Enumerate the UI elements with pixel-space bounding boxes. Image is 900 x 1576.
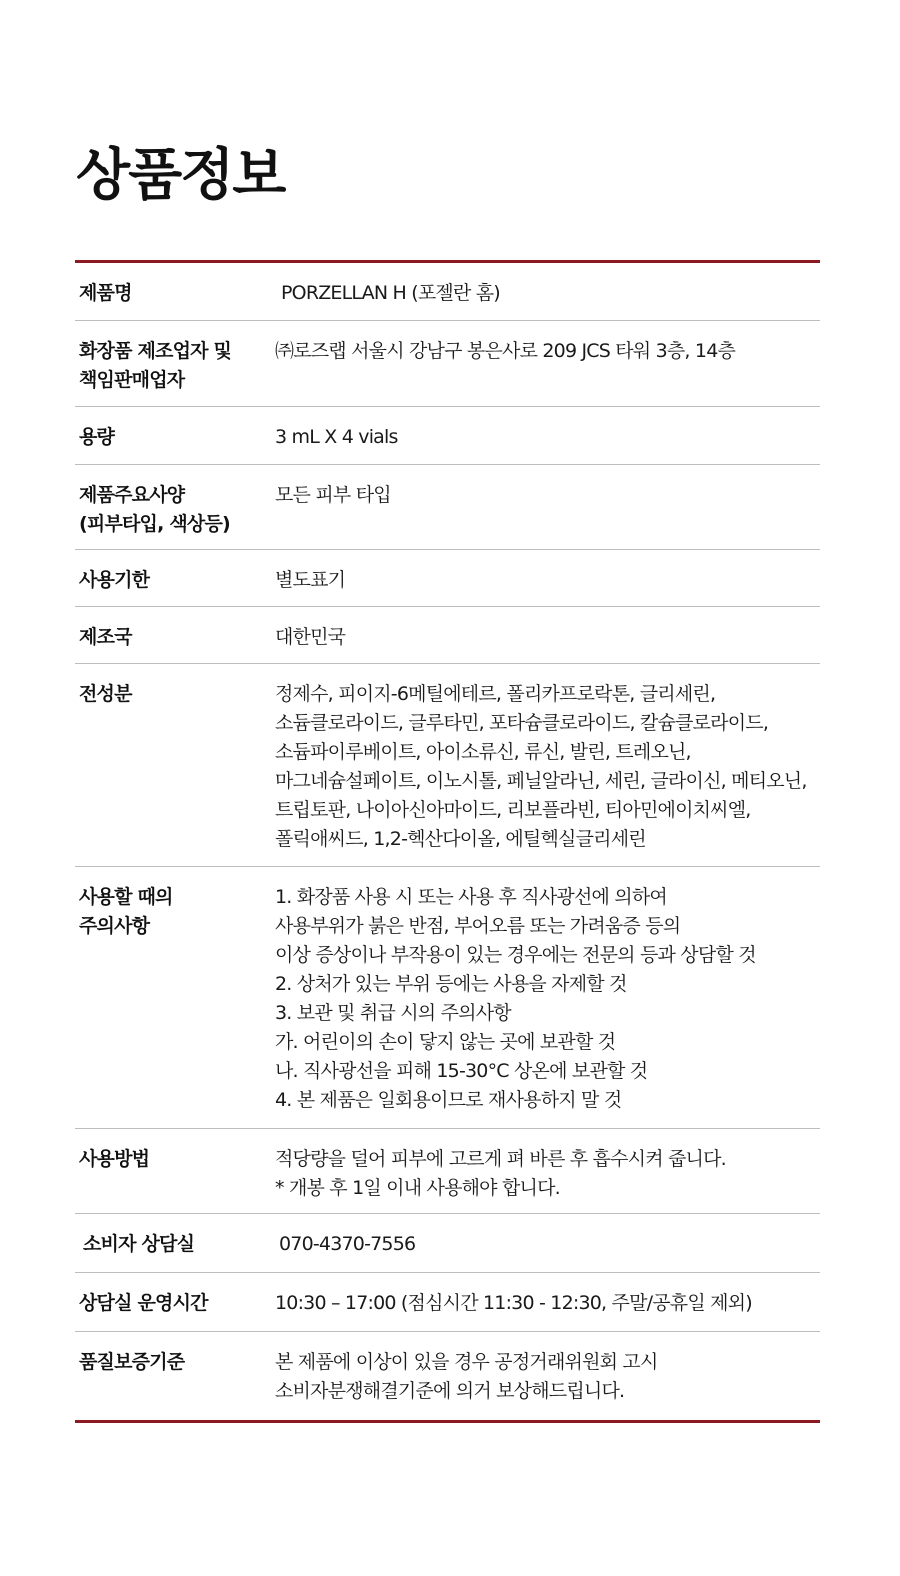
row-value: 별도표기 xyxy=(275,569,346,591)
row-product-name xyxy=(75,263,820,321)
row-label: 제품주요사양 (피부타입, 색상등) xyxy=(79,484,230,535)
row-value: 대한민국 xyxy=(275,626,346,648)
row-volume xyxy=(75,407,820,465)
row-usage xyxy=(75,1129,820,1214)
row-country xyxy=(75,607,820,664)
row-value: 1. 화장품 사용 시 또는 사용 후 직사광선에 의하여 사용부위가 붉은 반점, 부어오름 또는 가려움증 등의 이상 증상이나 부작용이 있는 경우에는 전문의 등과 상담할 것 2. 상처가 있는 부위 등에는 사용을 자제할 것 3. 보관 및 취급 시의 주의사항 가. 어린이의 손이 닿지 않는 곳에 보관할 것 나. 직사광선을 피해 15-30°C 상온에 보관할 것 4. 본 제품은 일회용이므로 재사용하지 말 것 xyxy=(275,886,756,1111)
row-service-hours xyxy=(75,1273,820,1332)
row-value: 모든 피부 타입 xyxy=(275,484,391,506)
product-info-table xyxy=(75,260,820,1423)
row-consumer-center xyxy=(75,1214,820,1273)
row-value: 정제수, 피이지-6메틸에테르, 폴리카프로락톤, 글리세린, 소듐클로라이드, 글루타민, 포타슘클로라이드, 칼슘클로라이드, 소듐파이루베이트, 아이소류신, 류신, 발린, 트레오닌, 마그네슘설페이트, 이노시톨, 페닐알라닌, 세린, 글라이신, 메티오닌, 트립토판, 나이아신아마이드, 리보플라빈, 티아민에이치씨엘, 폴릭애씨드, 1,2-헥산다이올, 에틸헥실글리세린 xyxy=(275,683,807,850)
row-quality-guarantee xyxy=(75,1332,820,1420)
row-label: 용량 xyxy=(79,426,115,448)
row-value: ㈜로즈랩 서울시 강남구 봉은사로 209 JCS 타워 3층, 14층 xyxy=(275,340,736,362)
row-value: 10:30 – 17:00 (점심시간 11:30 - 12:30, 주말/공휴일 제외) xyxy=(275,1292,752,1314)
row-label: 사용할 때의 주의사항 xyxy=(79,886,173,937)
row-precautions xyxy=(75,867,820,1129)
row-specifications xyxy=(75,465,820,550)
row-label: 사용기한 xyxy=(79,569,150,591)
row-label: 상담실 운영시간 xyxy=(79,1292,208,1314)
row-label: 품질보증기준 xyxy=(79,1351,185,1373)
row-value: 본 제품에 이상이 있을 경우 공정거래위원회 고시 소비자분쟁해결기준에 의거 보상해드립니다. xyxy=(275,1351,658,1402)
row-expiration xyxy=(75,550,820,607)
row-value: 070-4370-7556 xyxy=(279,1233,416,1255)
row-manufacturer xyxy=(75,321,820,407)
row-value: 적당량을 덜어 피부에 고르게 펴 바른 후 흡수시켜 줍니다. * 개봉 후 1일 이내 사용해야 합니다. xyxy=(275,1148,726,1199)
page-title: 상품정보 xyxy=(76,143,285,208)
row-label: 제품명 xyxy=(79,282,132,304)
row-label: 화장품 제조업자 및 책임판매업자 xyxy=(79,340,232,391)
row-label: 소비자 상담실 xyxy=(83,1233,195,1255)
row-value: PORZELLAN H (포젤란 홈) xyxy=(281,282,500,304)
row-label: 사용방법 xyxy=(79,1148,150,1170)
row-value: 3 mL X 4 vials xyxy=(275,426,398,448)
row-ingredients xyxy=(75,664,820,867)
row-label: 제조국 xyxy=(79,626,132,648)
row-label: 전성분 xyxy=(79,683,132,705)
